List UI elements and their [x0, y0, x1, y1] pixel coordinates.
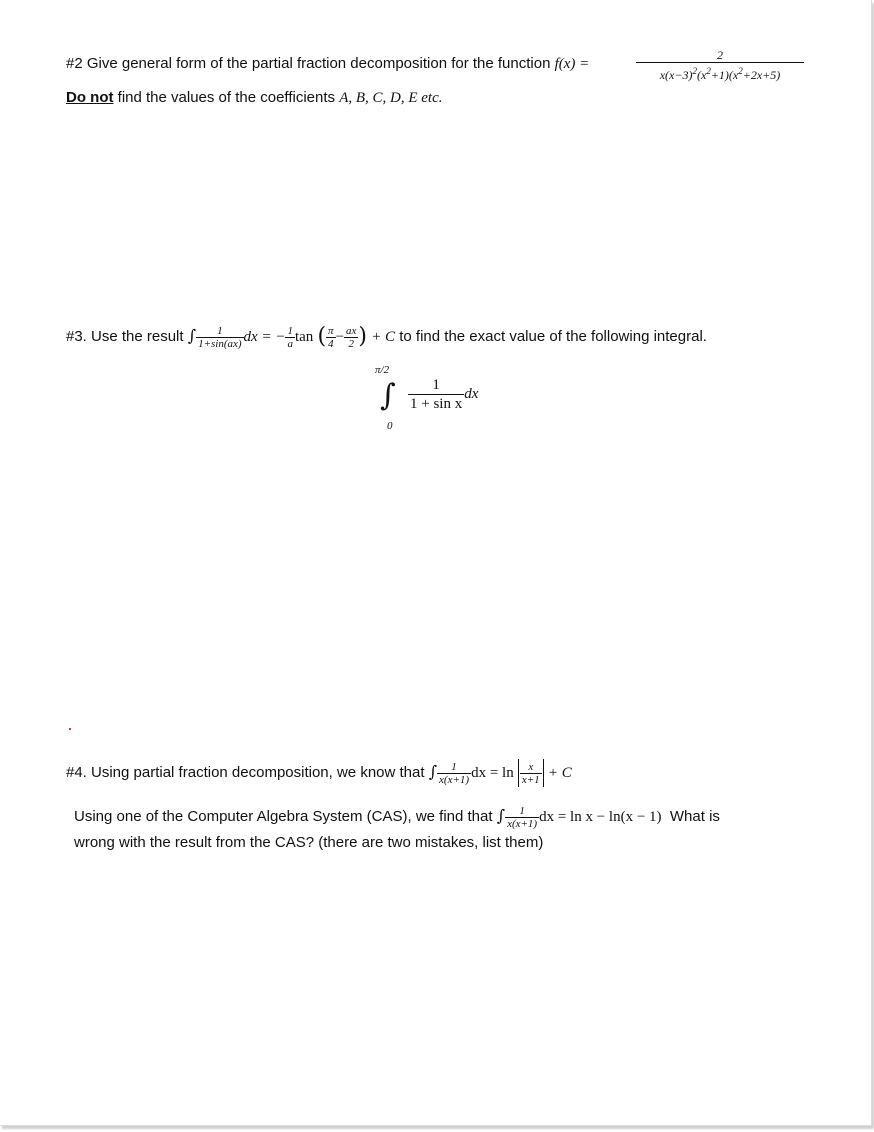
q3-pi-fraction: $\frac{\pi}{4}$	[328, 324, 334, 350]
q2-line1	[66, 54, 589, 74]
q3-definite-integral-sign: ∫	[380, 378, 396, 413]
q3-right-paren: )	[358, 324, 368, 350]
q4-line3: wrong with the result from the CAS? (there are two mistakes, list them)	[74, 834, 544, 851]
q2-coefficients: A, B, C, D, E etc.	[339, 90, 443, 106]
q2-instruction: find the values of the coefficients	[113, 89, 340, 106]
q3-tan: tan	[294, 329, 314, 345]
stray-mark	[69, 728, 71, 730]
q3-suffix: to find the exact value of the following integral.	[399, 328, 707, 345]
q4-cas-fraction: $\frac{1}{x(x+1)}$	[507, 804, 538, 830]
q4-line2	[74, 802, 720, 831]
q4-what-is: What is	[669, 808, 720, 825]
q3-left-paren: (	[317, 324, 327, 350]
q2-line2	[66, 88, 443, 108]
q3-integral-sign: ∫	[187, 326, 197, 345]
q4-plus-c: + C	[547, 765, 572, 781]
q4-cas-prompt: Using one of the Computer Algebra System (CAS), we find that	[74, 808, 493, 825]
q3-plus-c: + C	[371, 329, 396, 345]
q2-prompt: #2 Give general form of the partial fraction decomposition for the function	[66, 55, 551, 72]
q2-denominator: $x(x-3)^2(x^2+1)(x^2+2x+5)$	[636, 62, 804, 83]
q3-minus: −	[335, 329, 345, 345]
q3-int-fraction: $\frac{1}{1+\sin(ax)}$	[198, 324, 242, 350]
q2-do-not: Do not	[66, 89, 114, 106]
q3-dx-eq: dx = −	[243, 329, 286, 345]
q3-upper-limit: π/2	[375, 364, 390, 376]
q4-integral-sign: ∫	[428, 762, 438, 781]
q3-prompt: #3. Use the result	[66, 328, 184, 345]
q2-function-name: f	[554, 56, 559, 72]
q4-cas-integral-sign: ∫	[496, 806, 506, 825]
q3-integrand	[408, 376, 478, 413]
q3-coef-fraction: $\frac{1}{a}$	[287, 324, 293, 350]
q2-function-arg: (x) =	[558, 56, 590, 72]
q4-dx-eq: dx = ln	[471, 765, 514, 781]
q3-integrand-fraction: $\frac{1}{\text{1 + sin x}}$	[410, 377, 463, 412]
q4-abs-value	[518, 759, 544, 787]
q2-numerator: 2	[717, 48, 723, 62]
q4-line1	[66, 758, 572, 787]
q4-prompt: #4. Using partial fraction decomposition, we know that	[66, 764, 425, 781]
q2-fraction	[636, 48, 804, 83]
q3-line1	[66, 322, 707, 351]
q3-dx: dx	[464, 385, 479, 402]
q3-ax-fraction: $\frac{ax}{2}$	[346, 324, 357, 350]
q4-fraction: $\frac{1}{x(x+1)}$	[439, 760, 470, 786]
q4-abs-fraction: $\frac{x}{x+1}$	[521, 760, 540, 786]
q3-lower-limit: 0	[387, 420, 393, 432]
q4-cas-result: dx = ln x − ln(x − 1)	[539, 809, 662, 825]
